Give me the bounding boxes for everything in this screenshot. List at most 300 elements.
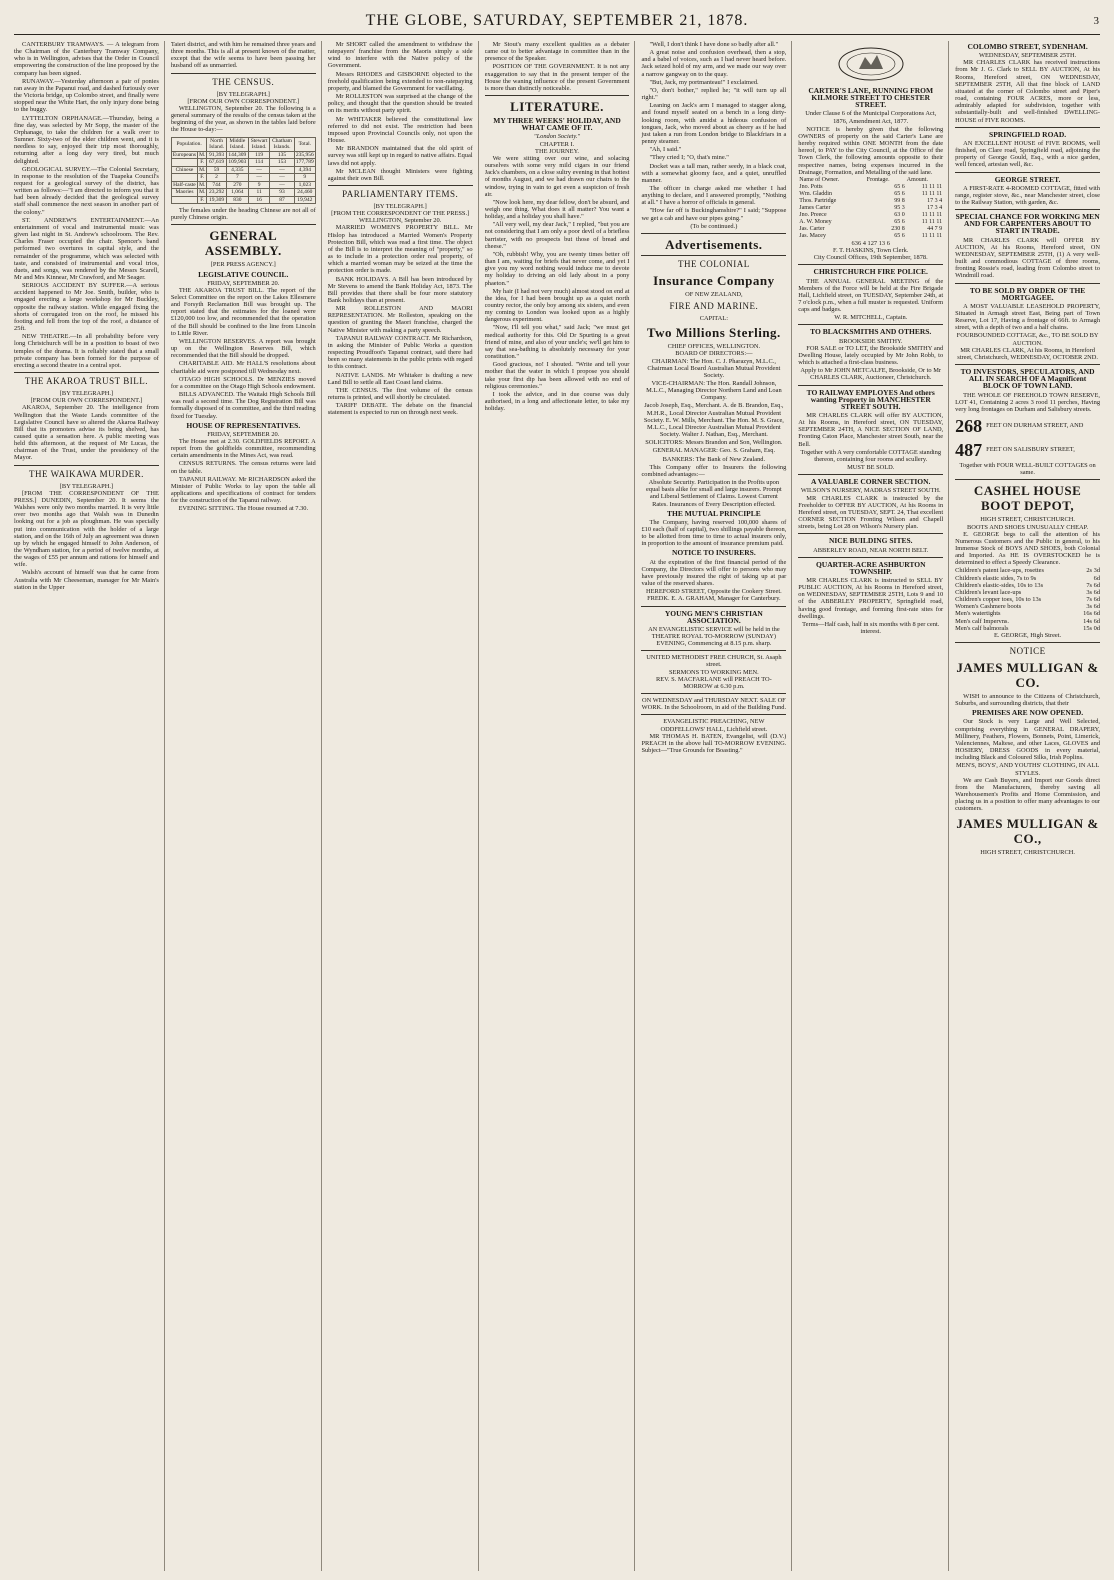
article-body: Mr ROLLESTON was surprised at the change of the policy, and thought that the question should be treated on its merits without party spirit. bbox=[327, 93, 473, 115]
census-cell: 19,942 bbox=[294, 196, 315, 204]
dateline: [BY TELEGRAPH.] bbox=[373, 202, 427, 210]
owners-row bbox=[798, 226, 943, 233]
ad-line: GENERAL MANAGER: Geo. S. Graham, Esq. bbox=[652, 447, 776, 455]
owners-cell: 65 6 bbox=[894, 232, 905, 239]
divider bbox=[955, 172, 1100, 173]
ad-subtitle: FOURBOUNDED COTTAGE, &c., TO BE SOLD BY AUCTION. bbox=[956, 332, 1099, 347]
census-cell: 2 bbox=[207, 174, 226, 182]
owners-cell: 230 8 bbox=[891, 225, 905, 232]
article-body: Mr SHORT called the amendment to withdraw the ratepayers' franchise from the Maoris simply a side wind to interfere with the Native policy of the Government. bbox=[327, 41, 473, 70]
price-list bbox=[955, 567, 1100, 631]
owners-cell: Jno. Preece bbox=[799, 211, 827, 218]
ad-body: E. GEORGE begs to call the attention of his Numerous Customers and the Public in general, to his Immense Stock of BOYS AND SHOES, both Colonial and Imported. As HE IS OVERSTOCKED he is determined to effect a Speedy Clearance. bbox=[955, 530, 1101, 567]
ad-line: CHIEF OFFICES, WELLINGTON. bbox=[667, 343, 761, 351]
census-cell: 144,309 bbox=[226, 151, 248, 159]
price-item: Men's watertights bbox=[955, 610, 1001, 618]
column-6 bbox=[798, 41, 949, 1571]
story-body: "Oh, rubbish! Why, you are twenty times better off than I am, waiting for briefs that never come, and yet I give you my word nothing would induce me to devote my holiday to driving an old lady about in a pony phaeton." bbox=[484, 250, 630, 287]
ad-title: CASHEL HOUSE BOOT DEPOT, bbox=[973, 483, 1082, 514]
news-item: ST. ANDREW'S ENTERTAINMENT.—An entertainment of vocal and instrumental music was given last night in St. Andrew's schoolroom. The Rev. Charles Fraser occupied the chair. Spencer's band performed two overtures in capital style, and the remainder of the programme, which was selected with taste, and consisted of instrumental and vocal trios, duets, and songs, was rendered by the Messrs Scarell, Mr and Mrs Kinnear, Mr Crawford, and Mr Seager. bbox=[14, 216, 159, 281]
news-item: SERIOUS ACCIDENT BY SUFFER.—A serious accident happened to Mr Joe. Smith, builder, who is engaged erecting a large workshop for Mr Buckley, opposite the railway station. While engaged fixing the shorts of corrugated iron on the roof, he missed his footing and fell from the top of the roof, a distance of 25ft. bbox=[14, 282, 159, 333]
ad-body: MR CHARLES CLARK is instructed to SELL BY PUBLIC AUCTION, At his Rooms in Hereford street, on WEDNESDAY, SEPTEMBER 25TH, Lots 9 and 10 of the ABBERLEY PROPERTY, Springfield road, having good frontage, and forming first-rate sites for dwellings. bbox=[798, 576, 944, 620]
article-body: AKAROA, September 20. The intelligence from Wellington that the Waste Lands committee of the Legislative Council have so altered the Akaroa Railway Bill that its promoters advise its being shelved, has caused quite a sensation here. A public meeting was held this afternoon, at the request of Mr Lucas, the chairman of the Trust, under the presidency of the Mayor. bbox=[14, 404, 159, 462]
ad-body: THE ANNUAL GENERAL MEETING of the Members of the Force will be held at the Fire Brigade Hall, Lichfield street, on TUESDAY, September 24th, at 7 o'clock p.m., when a full muster is requested. Uniform caps and badges. bbox=[798, 277, 944, 314]
article-body: Walsh's account of himself was that he came from Australia with Mr Cheeseman, manager for Mr Main's station in the Upper bbox=[14, 569, 159, 591]
ad-body: Together with FOUR WELL-BUILT COTTAGES on same. bbox=[959, 462, 1096, 477]
ad-line: BOARD OF DIRECTORS:— bbox=[675, 350, 753, 358]
ad-title: GEORGE STREET. bbox=[994, 174, 1061, 184]
owners-row bbox=[798, 205, 943, 212]
ad-body: This Company offer to Insurers the following combined advantages:— bbox=[641, 463, 787, 478]
article-body: THE CENSUS. The first volume of the census returns is printed, and will shortly be circulated. bbox=[327, 386, 473, 402]
divider bbox=[955, 642, 1100, 643]
census-cell: 24,460 bbox=[294, 189, 315, 197]
news-item: LYTTELTON ORPHANAGE.—Thursday, being a fine day, was selected by Mr Sopp, the master of the Orphanage, to take the children for a walk over to Sumner. Sixty-two of the elder children went, and it is needless to say, enjoyed their trip most thoroughly, returning after a long day very tired, but much delighted. bbox=[14, 114, 159, 165]
notice-signature: F. T. HASKINS, Town Clerk. bbox=[833, 247, 909, 255]
story-body: Good gracious, no! I shouted. "Write and tell your mother that the water in which I propose you should take your first dip has been allowed with no end of religious ceremonies." bbox=[484, 361, 630, 390]
ad-subheading: THE MUTUAL PRINCIPLE bbox=[666, 508, 761, 518]
census-row bbox=[171, 159, 315, 167]
frontage-durham bbox=[955, 414, 1100, 438]
news-item: CANTERBURY TRAMWAYS. — A telegram from the Chairman of the Canterbury Tramway Company, who is in Wellington, advises that the Order in Council empowering the construction of the line proposed by the company has been signed. bbox=[14, 41, 159, 77]
price-item: Women's Cashmere boots bbox=[955, 603, 1022, 611]
story-body: "But, Jack, my portmanteau!" I exclaimed. bbox=[649, 78, 759, 86]
story-body: "They cried I; "O, that's mine." bbox=[649, 154, 729, 162]
price-value: 3s 6d bbox=[1086, 603, 1101, 611]
story-body: Leaning on Jack's arm I managed to stagger along, and found myself seated on a bench in a long dirty-looking room, with amidst a hideous confusion of tongues, Jack, who moved about as cheery as if he had just taken a run from London bridge to Blackfriars in a penny steamer. bbox=[641, 102, 787, 146]
ad-title: TO INVESTORS, SPECULATORS, AND ALL IN SEARCH OF A Magnificent BLOCK OF TOWN LAND. bbox=[960, 367, 1095, 391]
ad-body: A FIRST-RATE 4-ROOMED COTTAGE, fitted with range, register stove, &c., near Manchester street, close to the Railway Station, with garden, &c. bbox=[955, 184, 1101, 206]
ad-footer-address: HIGH STREET, CHRISTCHURCH. bbox=[980, 848, 1075, 856]
columns bbox=[14, 41, 1100, 1571]
article-body: MR ROLLESTON AND MAORI REPRESENTATION. Mr Rolleston, speaking on the question of granting the Maori franchise, charged the Native Minister with making a party speech. bbox=[327, 305, 473, 334]
census-cell: 153 bbox=[270, 159, 295, 167]
article-body: THE AKAROA TRUST BILL. The report of the Select Committee on the report on the Lakes Ellesmere and Forsyth Reclamation Bill was brought up. The report stated that the estimates for the loaned were £120,000 too low, and recommended that the operation of the Bill should be confined to the line from Lincoln to Little River. bbox=[170, 286, 316, 337]
price-item: Children's copper toes, 10s to 13s bbox=[955, 596, 1042, 604]
divider bbox=[798, 557, 943, 558]
article-body: WELLINGTON, September 20. The following is a general summary of the results of the census taken at the beginning of the year, as shown in the tables laid before the House to-day:— bbox=[170, 104, 316, 134]
divider bbox=[171, 224, 316, 225]
section-heading: PARLIAMENTARY ITEMS. bbox=[342, 188, 459, 199]
price-value: 3s 6d bbox=[1086, 588, 1101, 596]
story-body: We were sitting over our wine, and solacing ourselves with some very mild cigars in our friend Jack's chambers, on a close sultry evening in that hottest of months August, and we had drawn our chairs to the window, trying in vain to get even a suspicion of fresh air. bbox=[484, 154, 630, 198]
story-body: "O, don't bother," replied he; "it will turn up all right." bbox=[641, 86, 787, 102]
owners-cell: 11 11 11 bbox=[921, 218, 943, 225]
owners-cell: 99 8 bbox=[894, 197, 905, 204]
story-body: "Well, I don't think I have done so badly after all." bbox=[649, 41, 779, 48]
ad-signature: W. R. MITCHELL, Captain. bbox=[834, 314, 908, 322]
divider bbox=[641, 650, 786, 651]
owners-cell: 65 6 bbox=[894, 218, 905, 225]
notice-intro: Under Clause 6 of the Municipal Corporations Act, 1876, Amendment Act, 1877. bbox=[805, 110, 937, 125]
census-cell: 4,335 bbox=[226, 166, 248, 174]
price-item: Children's elastic-sides, 10s to 13s bbox=[955, 581, 1044, 589]
ad-title: SPRINGFIELD ROAD. bbox=[989, 129, 1067, 139]
census-cell: M. bbox=[199, 166, 206, 173]
ad-signature: FREDK. E. A. GRAHAM, Manager for Canterbury. bbox=[647, 595, 781, 603]
masthead bbox=[14, 8, 1100, 35]
census-cell: 744 bbox=[207, 181, 226, 189]
census-cell: 59 bbox=[207, 166, 226, 174]
ad-body: A MOST VALUABLE LEASEHOLD PROPERTY, Situated in Armagh street East, Being part of Town Reserve, Lot 17, Having a frontage of 66ft. to Armagh street, with a depth of two and a half chains. bbox=[955, 302, 1101, 332]
ad-title: UNITED METHODIST FREE CHURCH, St. Asaph street. bbox=[646, 654, 782, 669]
price-item: Children's elastic sides, 7s to 9s bbox=[955, 574, 1037, 582]
divider bbox=[798, 324, 943, 325]
ad-line: Jacob Joseph, Esq., Merchant. A. de B. Brandon, Esq., M.H.R., Local Director Australian Mutual Provident Society. E. W. Mills, Merchant. The Hon. M. S. Grace, M.L.C., Local Director Australian Mutual Provident Society. Walter J. Nathan, Esq., Merchant. bbox=[643, 402, 784, 439]
owners-cell: 65 6 bbox=[894, 190, 905, 197]
price-row bbox=[955, 582, 1100, 589]
frontage-label: FEET ON SALISBURY STREET, bbox=[986, 446, 1075, 454]
section-heading: THE WAIKAWA MURDER. bbox=[29, 468, 144, 479]
ad-body: AN EXCELLENT HOUSE of FIVE ROOMS, well finished, on Clare road, Springfield road, adjoining the property of George Gould, Esq., with a nice garden, well fenced, artesian well, &c. bbox=[955, 139, 1101, 169]
divider bbox=[171, 73, 316, 74]
owners-cell: Wm. Gladdin bbox=[799, 190, 832, 197]
ad-line: CAPITAL: bbox=[699, 315, 728, 323]
dateline: [PER PRESS AGENCY.] bbox=[210, 261, 276, 269]
news-item: GEOLOGICAL SURVEY.—The Colonial Secretary, in response to the resolution of the Tuapeka Council's request for a geological survey of the district, has written as follows:—"I am directed to inform you that it had been already decided that the geological survey staff shall commence the next season in another part of the colony." bbox=[14, 165, 159, 216]
price-item: Children's levant lace-ups bbox=[955, 588, 1022, 596]
story-body: "Now, I'll tell you what," said Jack; "we must get medical authority for this. Old Dr Spurting is a great friend of mine, and also of your uncle's; we'll get him to say that sea-bathing is absolutely necessary for your constitution." bbox=[484, 324, 630, 361]
census-cell bbox=[171, 196, 197, 204]
divider bbox=[798, 474, 943, 475]
census-cell: M. bbox=[199, 151, 206, 158]
divider bbox=[641, 233, 786, 234]
ad-body: MR CHARLES CLARK will offer BY AUCTION, At his Rooms, in Hereford street, ON TUESDAY, SEPTEMBER 24TH, A NICE SECTION OF LAND, Fronting Caton Place, Manchester street South, near the Bell. bbox=[798, 412, 944, 448]
continued-note: (To be continued.) bbox=[690, 222, 738, 230]
owners-table bbox=[798, 177, 943, 240]
census-row bbox=[171, 174, 315, 182]
article-body: POSITION OF THE GOVERNMENT. It is not any exaggeration to say that in the present temper of the House the waning influence of the present Government is more than distinctly noticeable. bbox=[484, 63, 630, 92]
census-cell: 270 bbox=[226, 181, 248, 189]
census-cell: 235,956 bbox=[295, 151, 314, 158]
divider bbox=[641, 255, 786, 256]
dateline: [FROM OUR OWN CORRESPONDENT.] bbox=[187, 97, 300, 105]
story-body: My hair (I had not very much) almost stood on end at the idea, for I had been brought up as a quiet north country rector, the only boy among six sisters, and even my coming to London was looked upon as a highly dangerous experiment. bbox=[484, 287, 630, 324]
owners-cell: A. W. Money bbox=[799, 218, 832, 225]
census-cell: 9 bbox=[294, 174, 315, 182]
ad-body: FOR SALE or TO LET, the Brookside SMITHY and Dwelling House, lately occupied by Mr John Robb, to which is attached a first-class business. bbox=[798, 344, 944, 367]
owners-cell: 11 11 11 bbox=[921, 190, 943, 197]
owners-cell: 11 11 11 bbox=[921, 232, 943, 239]
census-row bbox=[171, 189, 315, 197]
ad-body: MR CHARLES CLARK will OFFER BY AUCTION, At his Rooms, Hereford street, ON WEDNESDAY, SEPTEMBER 25TH, (1) A very well-built and commodious COTTAGE of three rooms, fronting Rossie's road, leading from Colombo street to Windmill road. bbox=[955, 236, 1101, 280]
story-body: "How far off is Buckinghamshire?" I said; "Suppose we get a cab and have our pipes going." bbox=[641, 207, 787, 222]
column-7 bbox=[955, 41, 1100, 1571]
census-cell: 135 bbox=[270, 151, 295, 159]
article-body: BILLS ADVANCED. The Waitaki High Schools Bill was read a second time. The Dog Registration Bill was formally disposed of in committee, and the third reading fixed for Tuesday. bbox=[170, 391, 316, 420]
owners-cell: 44 7 9 bbox=[927, 225, 943, 232]
dateline: WELLINGTON, September 20. bbox=[359, 217, 442, 225]
census-cell: 1,023 bbox=[294, 181, 315, 189]
ad-body: ON WEDNESDAY and THURSDAY NEXT. SALE OF WORK. In the Schoolroom, in aid of the Building Fund. bbox=[641, 697, 787, 712]
article-body: Mr BRANDON maintained that the old spirit of survey was still kept up in regard to native affairs. Equal laws did not apply. bbox=[327, 145, 473, 167]
census-cell: F. bbox=[198, 174, 207, 182]
census-cell: 7 bbox=[226, 174, 248, 182]
owners-row bbox=[798, 184, 943, 191]
census-header-cell: Middle Island. bbox=[226, 137, 248, 151]
price-row bbox=[955, 625, 1100, 632]
article-body: MARRIED WOMEN'S PROPERTY BILL. Mr Hislop has introduced a Married Women's Property Protection Bill, which was read a first time. The object of the Bill is to interpret the meaning of "property," so as to include in a protection order real property, of which a married woman may be seized at the time the protection order is made. bbox=[327, 224, 473, 275]
census-row bbox=[171, 151, 315, 159]
article-body: Mr Stout's many excellent qualities as a debater came out to better advantage in committee than in the presence of the Speaker. bbox=[484, 41, 630, 63]
story-body: "Now look here, my dear fellow, don't be absurd, and weigh one thing. What does it all matter? You want a holiday, and a holiday you shall have." bbox=[484, 198, 630, 221]
news-item: NEW THEATRE.—In all probability before very long Christchurch will be in a position to boast of two temples of the drama. It is reliably stated that a small private company has been formed for the purpose of erecting a second theatre in a central spot. bbox=[14, 333, 159, 369]
price-value: 7s 6d bbox=[1086, 596, 1101, 604]
owners-cell: Jas. Macey bbox=[799, 232, 826, 239]
advertisements-heading: Advertisements. bbox=[665, 236, 763, 252]
divider bbox=[955, 479, 1100, 480]
owners-cell: 11 11 11 bbox=[921, 211, 943, 218]
ad-capital: Two Millions Sterling. bbox=[646, 325, 781, 341]
census-cell: 177,789 bbox=[295, 159, 314, 166]
dateline: [FROM THE CORRESPONDENT OF THE PRESS.] bbox=[331, 210, 470, 218]
census-row bbox=[171, 196, 315, 204]
owners-header-cell: Frontage. bbox=[866, 176, 890, 183]
article-body: Mr WHITAKER believed the constitutional law referred to did not exist. The restriction had been imposed upon Provincial Councils only, not upon the House. bbox=[327, 115, 473, 145]
census-header-cell: Stewart Island. bbox=[248, 137, 269, 151]
masthead-title: THE GLOBE, SATURDAY, SEPTEMBER 21, 1878. bbox=[365, 12, 749, 29]
census-cell: — bbox=[270, 174, 295, 182]
ad-body: Our Stock is very Large and Well Selected, comprising everything in GENERAL DRAPERY, Millinery, Feathers, Flowers, Bonnets, Point, Limerick, Valenciennes, Maltese, and other Laces, GLOVES and HOSIERY, DRESS GOODS in every material, including Black and Coloured Silks, Irish Poplins. bbox=[955, 718, 1101, 762]
article-body: BANK HOLIDAYS. A Bill has been introduced by Mr Stevens to amend the Bank Holiday Act, 1873. The Bill provides that there shall be four more statutory Bank holidays than at present. bbox=[327, 275, 473, 304]
price-value: 7s 6d bbox=[1086, 581, 1101, 589]
article-body: Taieri district, and with him he remained three years and three months. This is all at present known of the matter, except that the wife seems to have been passing her husband off as unmarried. bbox=[170, 41, 316, 70]
section-heading: GENERAL ASSEMBLY. bbox=[204, 228, 282, 259]
ad-body: The Company, having reserved 100,000 shares of £10 each (half of capital), two shillings payable thereon, to be allotted from time to time to actual insurers only, in proportion to the amount of insurance premium paid. bbox=[641, 518, 787, 548]
ad-body: MR CHARLES CLARK is instructed by the Freeholder to OFFER BY AUCTION, At his Rooms in Hereford street, on TUESDAY, SEPT. 24, That excellent CORNER SECTION Fronting Wilson and Chapell streets, being Lot 28 on Wilson's Nursery plan. bbox=[798, 494, 944, 531]
divider bbox=[641, 693, 786, 694]
price-row bbox=[955, 610, 1100, 617]
frontage-label: FEET ON DURHAM STREET, AND bbox=[986, 422, 1084, 430]
owners-cell: 63 0 bbox=[894, 211, 905, 218]
ad-title: CHRISTCHURCH FIRE POLICE. bbox=[813, 267, 928, 277]
ad-body: AN EVANGELISTIC SERVICE will be held in the THEATRE ROYAL TO-MORROW (SUNDAY) EVENING, Commencing at 8.15 p.m. sharp. bbox=[648, 625, 780, 648]
owners-cell: 95 3 bbox=[894, 204, 905, 211]
divider bbox=[641, 714, 786, 715]
article-body: TAPANUI RAILWAY. Mr RICHARDSON asked the Minister of Public Works to lay upon the table all applications and specifications of contract for tenders for the construction of the Tapanui railway. bbox=[170, 475, 316, 505]
ad-signature: E. GEORGE, High Street. bbox=[994, 631, 1062, 639]
divider bbox=[955, 283, 1100, 284]
owners-row bbox=[798, 191, 943, 198]
census-cell: — bbox=[248, 166, 269, 174]
owners-cell: 11 11 11 bbox=[921, 183, 943, 190]
census-row bbox=[171, 181, 315, 189]
ad-subtitle: BOOTS AND SHOES UNUSUALLY CHEAP. bbox=[967, 523, 1089, 531]
divider bbox=[955, 127, 1100, 128]
census-cell: 19,309 bbox=[207, 196, 226, 204]
price-row bbox=[955, 589, 1100, 596]
ad-body: MR CHARLES CLARK has received instructions from Mr J. G. Clark to SELL BY AUCTION, At his Rooms, Hereford street, ON WEDNESDAY, SEPTEMBER 25TH, All that fine block of LAND situated at the corner of Colombo street and Piper's road, containing FOUR ACRES, more or less, admirably adapted for subdivision, together with substantially-built and well-finished DWELLING-HOUSE of FIVE ROOMS. bbox=[955, 59, 1101, 124]
article-body: TARIFF DEBATE. The debate on the financial statement is expected to run on through next week. bbox=[327, 402, 473, 417]
ad-subtitle: MR CHARLES CLARK, At his Rooms, in Hereford street, Christchurch, WEDNESDAY, OCTOBER 2ND. bbox=[957, 346, 1098, 361]
column-1 bbox=[14, 41, 165, 1571]
ad-line: VICE-CHAIRMAN: The Hon. Randall Johnson, M.L.C., Managing Director Northern Land and Loan Company. bbox=[646, 380, 782, 402]
price-value: 6d bbox=[1093, 574, 1101, 582]
owners-cell: Thos. Partridge bbox=[799, 197, 837, 204]
ad-terms: Terms—Half cash, half in six months with 8 per cent. interest. bbox=[802, 620, 940, 636]
ad-emphasis: MUST BE SOLD. bbox=[847, 464, 895, 472]
dateline: [BY TELEGRAPH.] bbox=[216, 90, 270, 98]
article-body: CHARITABLE AID. Mr HALL'S resolutions about charitable aid were postponed till Wednesday next. bbox=[170, 360, 316, 375]
census-cell: 1,064 bbox=[226, 189, 248, 197]
ad-body: We are Cash Buyers, and Import our Goods direct from the Manufacturers, thereby saving all Warehousemen's Profits and Home Commission, and placing us in a position to offer many advantages to our customers. bbox=[955, 776, 1101, 813]
ad-subtitle: HIGH STREET, CHRISTCHURCH. bbox=[980, 516, 1075, 524]
notice-place: City Council Offices, 19th September, 1878. bbox=[813, 254, 928, 262]
ad-title: EVANGELISTIC PREACHING, NEW ODDFELLOWS' HALL, Lichfield street. bbox=[660, 718, 768, 733]
owners-cell: Jas. Carter bbox=[799, 225, 825, 232]
owners-row bbox=[798, 212, 943, 219]
article-body: OTAGO HIGH SCHOOLS. Dr MENZIES moved for a committee on the Otago High Schools endowment. bbox=[170, 375, 316, 390]
article-body: [FROM THE CORRESPONDENT OF THE PRESS.] DUNEDIN, September 20. It seems the Walshes were only two months married. It is very little over two months ago that Walsh was in Dunedin looking out for a job as ploughman. He was specially put into communication with the holder of a large station, and on the 16th of July an agreement was drawn up by which he engaged himself to John Anderson, of the Wyndham station, for a period of twelve months, at the wages of £55 per annum and rations for himself and wife. bbox=[14, 489, 159, 569]
owners-row bbox=[798, 233, 943, 240]
ad-subtitle: OF NEW ZEALAND, bbox=[685, 290, 743, 298]
ad-title: Insurance Company bbox=[653, 272, 775, 288]
story-body: "All very well, my dear Jack," I replied, "but you are not considering that I am only a poor devil of a briefless barrister, with no prospects but those of bread and cheese." bbox=[484, 221, 630, 250]
ad-footer-name: JAMES MULLIGAN & CO., bbox=[956, 815, 1099, 846]
ad-body: At the expiration of the first financial period of the Company, the Directors will offer to persons who may have previously insured the right of taking up at par value of the reserved shares. bbox=[641, 558, 787, 588]
census-cell: 91,393 bbox=[207, 151, 226, 159]
census-cell: 87 bbox=[270, 196, 295, 204]
price-value: 16s 6d bbox=[1083, 610, 1101, 618]
ad-title: TO RAILWAY EMPLOYES And others wanting Property in MANCHESTER STREET SOUTH. bbox=[806, 387, 935, 411]
ad-title: A VALUABLE CORNER SECTION. bbox=[811, 477, 931, 487]
dateline: FRIDAY, SEPTEMBER 20. bbox=[207, 279, 280, 287]
price-value: 14s 6d bbox=[1083, 617, 1101, 625]
census-cell: 9 bbox=[248, 181, 269, 189]
census-body bbox=[171, 151, 315, 204]
ad-subtitle: WILSON'S NURSERY, MADRAS STREET SOUTH. bbox=[800, 487, 941, 495]
ad-subheading: MEN'S, BOYS', AND YOUTHS' CLOTHING, IN ALL STYLES. bbox=[955, 762, 1100, 777]
ad-body: Apply to Mr JOHN METCALFE, Brookside, Or to Mr CHARLES CLARK, Auctioneer, Christchurch. bbox=[800, 367, 942, 382]
price-row bbox=[955, 575, 1100, 582]
ad-subtitle: WEDNESDAY, SEPTEMBER 25TH. bbox=[978, 52, 1077, 60]
census-cell: 67,619 bbox=[207, 159, 226, 167]
city-seal-icon bbox=[831, 45, 911, 83]
ad-body: Absolute Security. Participation in the Profits upon equal basis alike for small and large insurers. Prompt and Liberal Settlement of Claims. Lowest Current Rates. Insurances of Every Description effected. bbox=[646, 479, 782, 508]
census-cell: M. bbox=[199, 189, 206, 196]
ad-title: SPECIAL CHANCE FOR WORKING MEN AND FOR CARPENTERS ABOUT TO START IN TRADE. bbox=[955, 212, 1100, 236]
article-body: TAPANUI RAILWAY CONTRACT. Mr Richardson, in asking the Minister of Public Works a question respecting Proudfoot's Tapanui contract, said there had been so many statements in the public prints with regard to this contract. bbox=[327, 334, 473, 371]
census-cell: M. bbox=[199, 181, 206, 188]
section-heading: THE AKAROA TRUST BILL. bbox=[24, 376, 149, 387]
ad-line: CHAIRMAN: The Hon. C. J. Pharazyn, M.L.C., Chairman Local Board Australian Mutual Provident Society. bbox=[647, 357, 781, 379]
divider bbox=[485, 95, 630, 96]
ad-title: NOTICE bbox=[1009, 646, 1046, 656]
census-row bbox=[171, 166, 315, 174]
price-row bbox=[955, 567, 1100, 574]
census-cell: — bbox=[248, 174, 269, 182]
owners-cell: 17 3 4 bbox=[927, 197, 943, 204]
census-cell: — bbox=[270, 181, 295, 189]
owners-body bbox=[798, 184, 943, 240]
dateline: [FROM OUR OWN CORRESPONDENT.] bbox=[30, 397, 143, 405]
frontage-salisbury bbox=[955, 438, 1100, 462]
census-note: The females under the heading Chinese are not all of purely Chinese origin. bbox=[170, 207, 316, 222]
article-body: NATIVE LANDS. Mr Whitaker is drafting a new Land Bill to settle all East Coast land claims. bbox=[327, 371, 473, 386]
census-cell: Europeans bbox=[172, 151, 197, 158]
owners-header-row bbox=[798, 177, 943, 184]
column-5 bbox=[641, 41, 792, 1571]
page-number: 3 bbox=[1093, 15, 1100, 27]
price-value: 2s 3d bbox=[1086, 567, 1101, 575]
census-header-cell: North Island. bbox=[207, 137, 226, 151]
census-header-cell: Chatham Islands. bbox=[270, 137, 295, 151]
ad-subtitle: FIRE AND MARINE. bbox=[669, 301, 759, 312]
news-item: RUNAWAY.—Yesterday afternoon a pair of ponies ran away in the Papanui road, and dashed furiously over the Victoria bridge, up Colombo street, and finally were stopped near the White Hart, the only injury done being to the buggy. bbox=[14, 77, 159, 114]
divider bbox=[14, 372, 159, 373]
census-cell: Chinese bbox=[171, 166, 197, 174]
story-body: A great noise and confusion overhead, then a stop, and a babel of voices, such as I had never heard before. Jack seized hold of my arm, and we made our way over a narrow gangway on to the quay. bbox=[641, 49, 787, 78]
price-item: Men's calf balmorals bbox=[955, 624, 1009, 632]
census-header-cell: Population. bbox=[171, 137, 206, 151]
owners-header-cell: Name of Owner. bbox=[799, 176, 840, 183]
price-row bbox=[955, 596, 1100, 603]
census-cell: 93 bbox=[270, 189, 295, 197]
ad-line: SOLICITORS: Messrs Brandon and Son, Wellington. bbox=[645, 439, 783, 447]
census-header-row bbox=[171, 137, 315, 151]
ad-subtitle: BROOKSIDE SMITHY. bbox=[839, 337, 903, 345]
ad-body: MR THOMAS H. BATEN, Evangelist, will (D.V.) PREACH in the above hall TO-MORROW EVENING. Subject—"True Grounds for Boasting." bbox=[641, 732, 787, 755]
ad-title: THE COLONIAL bbox=[677, 258, 750, 269]
divider bbox=[328, 185, 473, 186]
dateline: FRIDAY, SEPTEMBER 20. bbox=[207, 430, 280, 438]
census-cell: F. bbox=[198, 196, 207, 204]
ad-line: HEREFORD STREET, Opposite the Cookery Street. bbox=[646, 588, 782, 596]
divider bbox=[955, 209, 1100, 210]
chapter-number: CHAPTER I. bbox=[539, 140, 575, 148]
subheading: HOUSE OF REPRESENTATIVES. bbox=[186, 420, 301, 430]
census-cell: 16 bbox=[248, 196, 269, 204]
divider bbox=[798, 385, 943, 386]
frontage-number: 268 bbox=[955, 416, 983, 437]
census-cell: Half-caste bbox=[173, 181, 196, 188]
census-cell: 109,903 bbox=[226, 159, 248, 167]
chapter-title: THE JOURNEY. bbox=[535, 147, 579, 155]
price-item: Men's calf Impervns. bbox=[955, 617, 1010, 625]
owners-cell: James Carter bbox=[799, 204, 831, 211]
owners-row bbox=[798, 198, 943, 205]
price-row bbox=[955, 618, 1100, 625]
divider bbox=[641, 606, 786, 607]
owners-header-cell: Amount. bbox=[906, 176, 928, 183]
price-item: Children's patent lace-ups, rosettes bbox=[955, 567, 1044, 575]
article-body: EVENING SITTING. The House resumed at 7.30. bbox=[178, 505, 309, 513]
story-source: "London Society." bbox=[533, 133, 581, 141]
article-body: Messrs RHODES and GISBORNE objected to the freehold qualification being extended to non-ratepaying property, and blamed the Government for vacillating. bbox=[327, 70, 473, 92]
census-cell: F. bbox=[198, 159, 207, 167]
ad-body: THE WHOLE OF FREEHOLD TOWN RESERVE, LOT 41, Containing 2 acres 3 rood 11 perches, Having very long frontages on Durham and Salisbury streets. bbox=[955, 391, 1101, 413]
section-heading: LITERATURE. bbox=[510, 99, 604, 115]
owners-cell: 65 6 bbox=[894, 183, 905, 190]
divider bbox=[798, 264, 943, 265]
census-cell: 23,292 bbox=[207, 189, 226, 197]
ad-subtitle: ABBERLEY ROAD, NEAR NORTH BELT. bbox=[813, 546, 929, 554]
ad-body: REV. S. MACFARLANE will PREACH TO-MORROW at 6.30 p.m. bbox=[655, 675, 772, 690]
ad-title: TO BLACKSMITHS AND OTHERS. bbox=[810, 327, 932, 337]
census-cell: 4,394 bbox=[294, 166, 315, 174]
divider bbox=[798, 533, 943, 534]
section-heading: THE CENSUS. bbox=[212, 76, 275, 87]
article-body: WELLINGTON RESERVES. A report was brought up on the Wellington Reserves Bill, which recommended that the Bill should be dropped. bbox=[170, 337, 316, 360]
owners-cell: Jno. Potts bbox=[799, 183, 823, 190]
divider bbox=[955, 364, 1100, 365]
census-cell bbox=[171, 174, 197, 182]
census-header-cell: Total. bbox=[294, 137, 315, 151]
notice-title: CARTER'S LANE, RUNNING FROM KILMORE STREET TO CHESTER STREET. bbox=[808, 86, 934, 110]
ad-title: NICE BUILDING SITES. bbox=[828, 536, 913, 546]
ad-subheading: PREMISES ARE NOW OPENED. bbox=[972, 708, 1084, 718]
owners-row bbox=[798, 219, 943, 226]
